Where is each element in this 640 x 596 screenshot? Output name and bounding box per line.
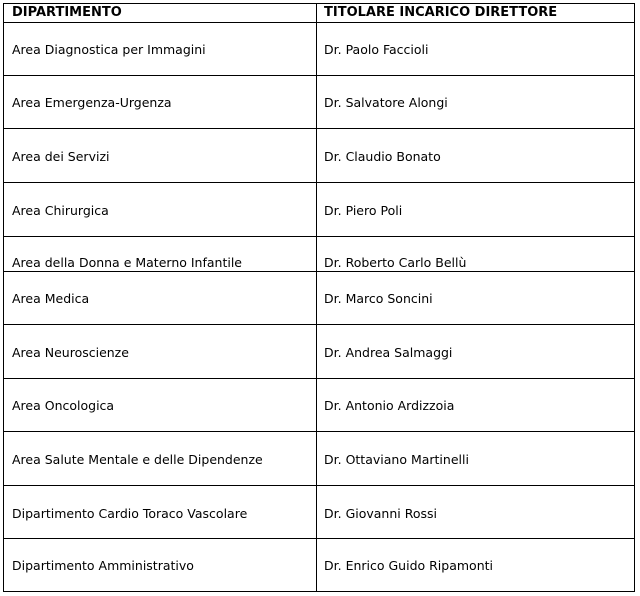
table-cell-department: Area Chirurgica xyxy=(12,203,109,218)
table-cell-department: Area Medica xyxy=(12,291,90,306)
table-cell-director: Dr. Salvatore Alongi xyxy=(324,95,448,110)
table-cell-director: Dr. Roberto Carlo Bellù xyxy=(324,255,467,270)
table-cell-department: Area Emergenza-Urgenza xyxy=(12,95,172,110)
row-divider xyxy=(4,324,634,325)
row-divider xyxy=(4,378,634,379)
header-divider xyxy=(4,22,634,23)
table-cell-department: Area Oncologica xyxy=(12,398,115,413)
row-divider xyxy=(4,271,634,272)
table-cell-director: Dr. Antonio Ardizzoia xyxy=(324,398,455,413)
table-cell-department: Area della Donna e Materno Infantile xyxy=(12,255,242,270)
row-divider xyxy=(4,485,634,486)
table-cell-department: Area dei Servizi xyxy=(12,149,110,164)
table-cell-director: Dr. Paolo Faccioli xyxy=(324,42,429,57)
table-cell-director: Dr. Enrico Guido Ripamonti xyxy=(324,558,494,573)
table-cell-department: Area Diagnostica per Immagini xyxy=(12,42,206,57)
row-divider xyxy=(4,182,634,183)
table-cell-department: Dipartimento Cardio Toraco Vascolare xyxy=(12,506,248,521)
table-cell-director: Dr. Claudio Bonato xyxy=(324,149,441,164)
table-cell-department: Area Neuroscienze xyxy=(12,345,129,360)
header-titolare: TITOLARE INCARICO DIRETTORE xyxy=(324,5,558,20)
table-cell-director: Dr. Andrea Salmaggi xyxy=(324,345,453,360)
row-divider xyxy=(4,236,634,237)
table-cell-director: Dr. Giovanni Rossi xyxy=(324,506,437,521)
table-cell-department: Area Salute Mentale e delle Dipendenze xyxy=(12,452,263,467)
department-table xyxy=(3,3,635,592)
header-dipartimento: DIPARTIMENTO xyxy=(12,5,122,20)
table-cell-director: Dr. Piero Poli xyxy=(324,203,403,218)
row-divider xyxy=(4,75,634,76)
row-divider xyxy=(4,538,634,539)
table-cell-department: Dipartimento Amministrativo xyxy=(12,558,194,573)
column-divider xyxy=(316,4,317,591)
row-divider xyxy=(4,431,634,432)
table-cell-director: Dr. Ottaviano Martinelli xyxy=(324,452,469,467)
row-divider xyxy=(4,128,634,129)
table-cell-director: Dr. Marco Soncini xyxy=(324,291,433,306)
